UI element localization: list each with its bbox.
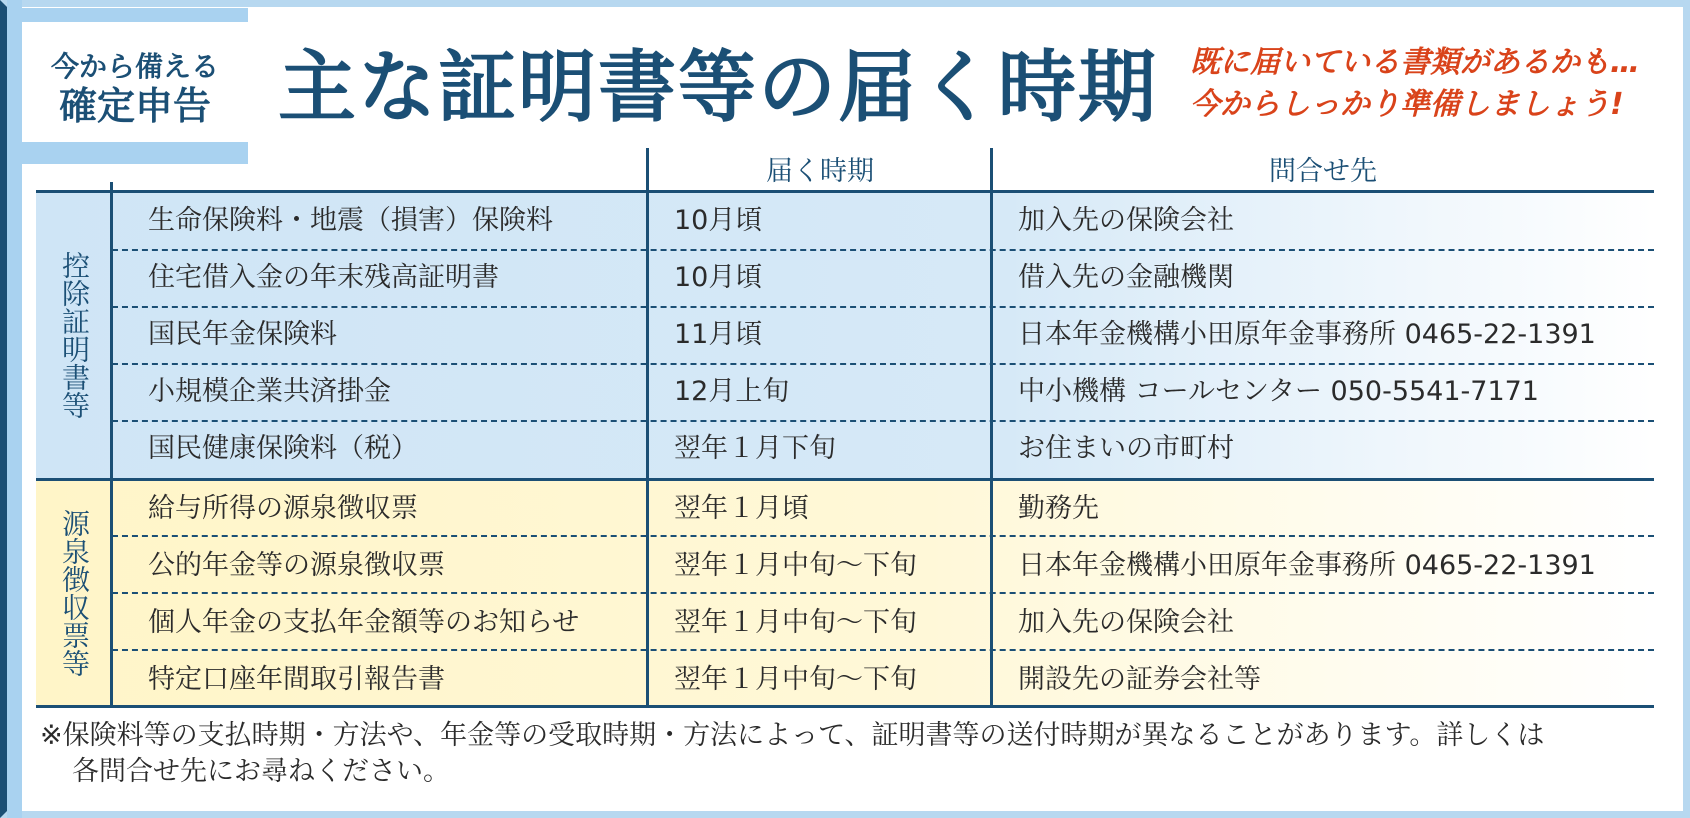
item-name: 国民健康保険料（税） bbox=[148, 433, 418, 464]
item-name: 住宅借入金の年末残高証明書 bbox=[148, 262, 499, 293]
note-line-2: 今からしっかり準備しましょう! bbox=[1190, 87, 1624, 122]
header-period: 届く時期 bbox=[766, 156, 874, 187]
badge-line-2: 確定申告 bbox=[58, 84, 211, 128]
arrival-period: 翌年１月中旬～下旬 bbox=[674, 607, 917, 638]
contact-info: 勤務先 bbox=[1018, 493, 1099, 524]
schedule-table bbox=[36, 148, 1654, 708]
table-row bbox=[112, 651, 1654, 708]
arrival-period: 翌年１月中旬～下旬 bbox=[674, 550, 917, 581]
contact-info: 日本年金機構小田原年金事務所 0465-22-1391 bbox=[1018, 319, 1596, 350]
left-accent-stripe bbox=[7, 0, 22, 818]
header-badge bbox=[22, 8, 248, 164]
item-name: 個人年金の支払年金額等のお知らせ bbox=[148, 607, 580, 638]
item-name: 公的年金等の源泉徴収票 bbox=[148, 550, 445, 581]
arrival-period: 10月頃 bbox=[674, 205, 763, 236]
contact-info: 中小機構 コールセンター 050-5541-7171 bbox=[1018, 376, 1539, 407]
badge-line-1: 今から備える bbox=[50, 50, 219, 83]
table-row bbox=[112, 363, 1654, 420]
note-line-1: 既に届いている書類があるかも… bbox=[1190, 45, 1640, 80]
contact-info: お住まいの市町村 bbox=[1018, 433, 1234, 464]
arrival-period: 翌年１月下旬 bbox=[674, 433, 836, 464]
item-name: 小規模企業共済掛金 bbox=[148, 376, 391, 407]
footnote-line-1: ※保険料等の支払時期・方法や、年金等の受取時期・方法によって、証明書等の送付時期が異なることがあります。詳しくは bbox=[40, 720, 1545, 751]
arrival-period: 10月頃 bbox=[674, 262, 763, 293]
table-row bbox=[112, 480, 1654, 537]
table-row bbox=[112, 249, 1654, 306]
table-row bbox=[112, 306, 1654, 363]
contact-info: 加入先の保険会社 bbox=[1018, 607, 1234, 638]
contact-info: 借入先の金融機関 bbox=[1018, 262, 1234, 293]
group-label-withholding: 源泉徴収票等 bbox=[58, 509, 91, 677]
page-title: 主な証明書等の届く時期 bbox=[278, 43, 1159, 133]
header-contact: 問合せ先 bbox=[1269, 156, 1377, 187]
footnote bbox=[40, 718, 1544, 790]
handwritten-note bbox=[1190, 42, 1640, 126]
table-row bbox=[112, 192, 1654, 249]
table-row bbox=[112, 594, 1654, 651]
contact-info: 加入先の保険会社 bbox=[1018, 205, 1234, 236]
table-row bbox=[112, 420, 1654, 477]
item-name: 国民年金保険料 bbox=[148, 319, 337, 350]
item-name: 給与所得の源泉徴収票 bbox=[148, 493, 418, 524]
table-row bbox=[112, 537, 1654, 594]
arrival-period: 翌年１月頃 bbox=[674, 493, 809, 524]
arrival-period: 翌年１月中旬～下旬 bbox=[674, 664, 917, 695]
group-label-deduction: 控除証明書等 bbox=[58, 251, 91, 419]
contact-info: 日本年金機構小田原年金事務所 0465-22-1391 bbox=[1018, 550, 1596, 581]
arrival-period: 11月頃 bbox=[674, 319, 763, 350]
item-name: 生命保険料・地震（損害）保険料 bbox=[148, 205, 553, 236]
footnote-line-2: 各問合せ先にお尋ねください。 bbox=[72, 756, 450, 787]
contact-info: 開設先の証券会社等 bbox=[1018, 664, 1261, 695]
item-name: 特定口座年間取引報告書 bbox=[148, 664, 445, 695]
arrival-period: 12月上旬 bbox=[674, 376, 790, 407]
